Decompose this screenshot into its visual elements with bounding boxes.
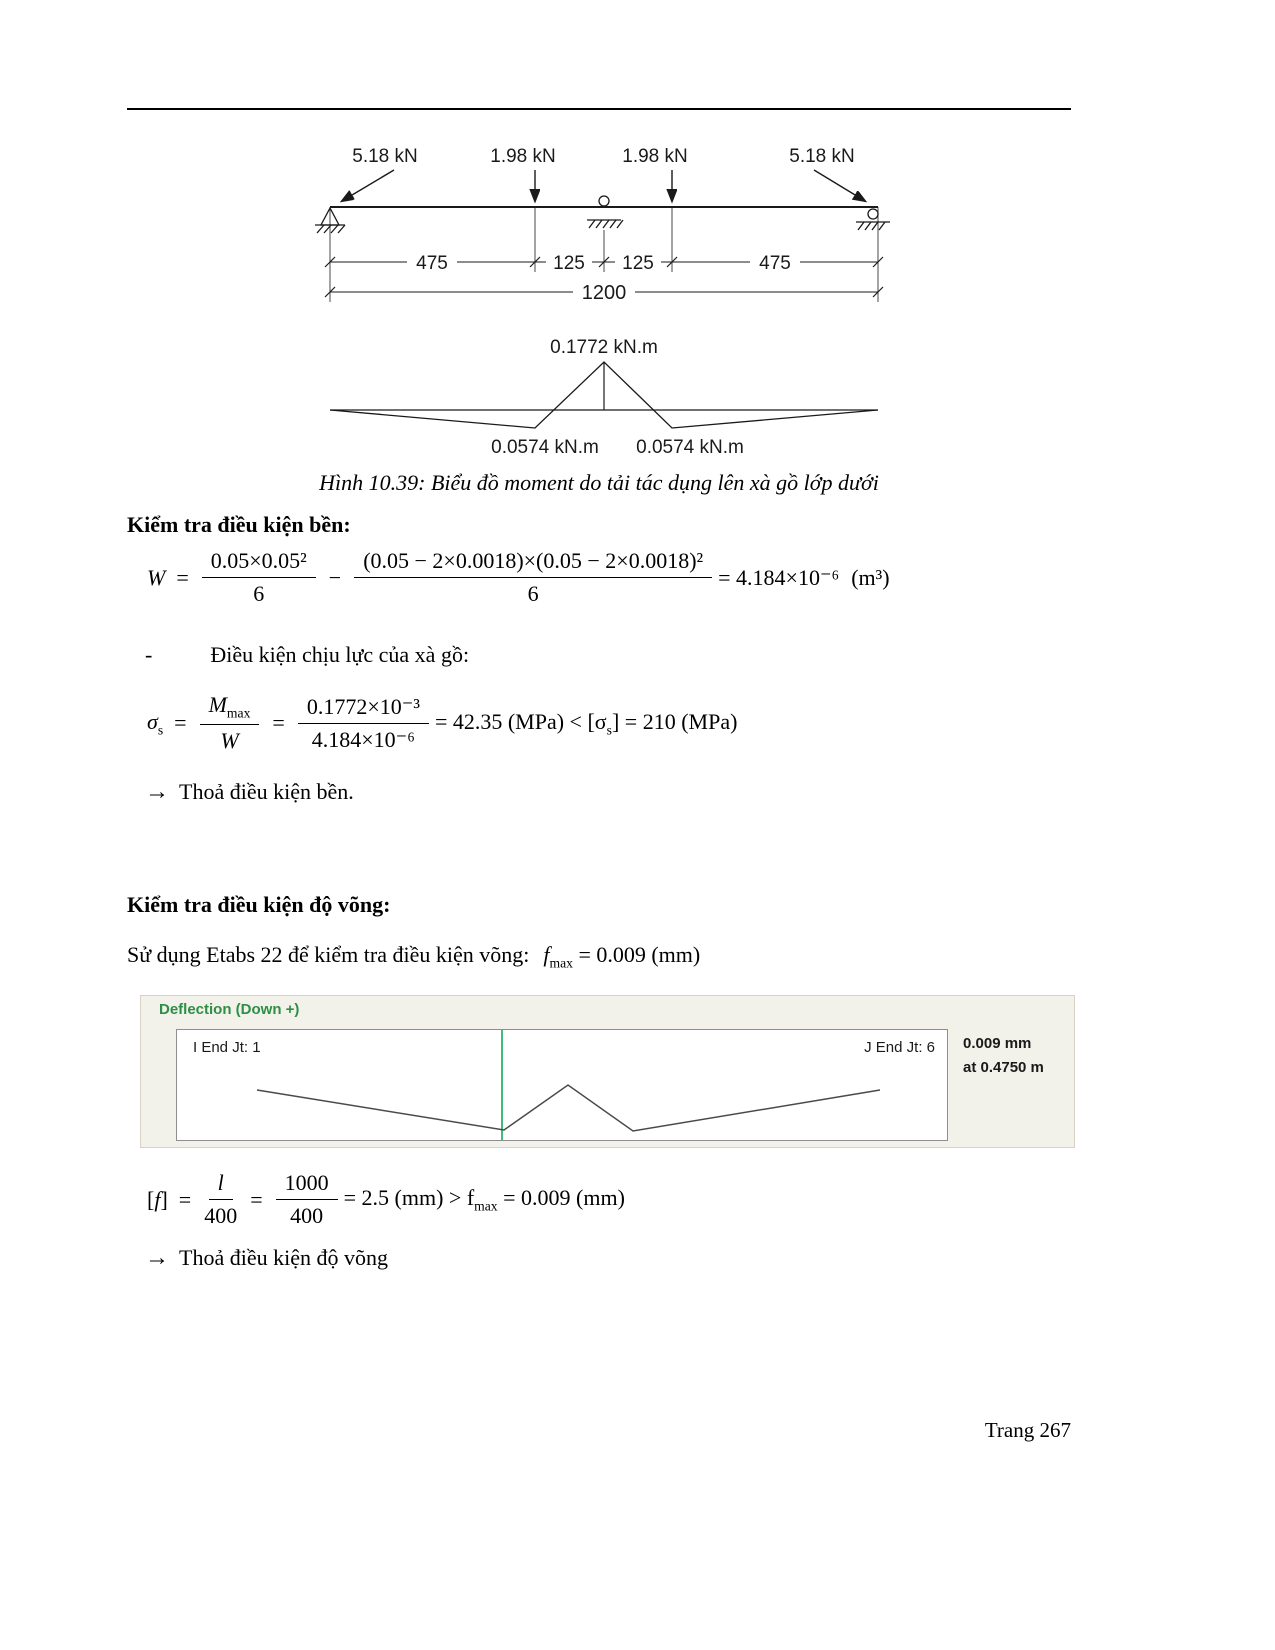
arrow-icon: →	[145, 779, 169, 805]
load-labels	[352, 146, 854, 167]
fraction-1	[202, 548, 316, 607]
strength-heading: Kiểm tra điều kiện bền:	[127, 512, 351, 537]
equals-sign: =	[250, 1186, 263, 1212]
right-roller-support-icon	[856, 209, 890, 230]
w-symbol: W	[147, 564, 166, 590]
header-rule	[127, 108, 1071, 110]
fraction-denominator: 6	[253, 581, 265, 606]
conclusion-text: Thoả điều kiện độ võng	[179, 1245, 388, 1270]
fmax-inline-formula: $f_{max} = 0.009$ (mm)	[543, 942, 701, 971]
bullet-dash: -	[145, 642, 153, 667]
section-modulus-formula	[145, 548, 890, 607]
arrow-icon: →	[145, 1245, 169, 1271]
minus-sign: −	[328, 564, 342, 590]
load-label-3: 1.98 kN	[622, 146, 688, 167]
moment-valley-label-left: 0.0574 kN.m	[491, 437, 599, 458]
moment-diagram	[295, 333, 935, 463]
sigma-result: = 42.35 $(MPa) < [\sigma_s] = 210$ (MPa)	[434, 708, 738, 737]
etabs-group-title: Deflection (Down +)	[159, 1001, 300, 1018]
deflection-heading: Kiểm tra điều kiện độ võng:	[127, 892, 391, 917]
dim-label-125-right: 125	[622, 253, 654, 274]
page-number: Trang 267	[984, 1418, 1071, 1442]
fraction-1	[204, 1170, 237, 1229]
dim-label-475-left: 475	[416, 253, 448, 274]
strength-conclusion	[145, 779, 354, 806]
dimension-line-total	[325, 281, 883, 304]
load-label-2: 1.98 kN	[490, 146, 556, 167]
fraction-numerator: 0.1772×10⁻³	[298, 694, 429, 724]
fraction-denominator: W	[220, 728, 239, 754]
etabs-max-deflection-readout	[963, 1032, 1044, 1080]
dim-label-125-left: 125	[553, 253, 585, 274]
deflection-intro	[127, 942, 700, 971]
fraction-1	[200, 692, 260, 754]
fraction-numerator: 0.05×0.05²	[202, 548, 316, 578]
deflection-value: 0.009 mm	[963, 1035, 1032, 1052]
etabs-deflection-panel	[140, 995, 1075, 1148]
fraction-denominator: 6	[527, 581, 539, 606]
w-unit: (m³)	[851, 564, 890, 590]
fraction-numerator: 1000	[276, 1170, 338, 1200]
stress-check-formula	[145, 692, 739, 754]
dim-label-total: 1200	[581, 282, 627, 304]
equals-sign: =	[176, 564, 189, 590]
i-end-joint-label: I End Jt: 1	[193, 1039, 261, 1056]
j-end-joint-label: J End Jt: 6	[864, 1039, 935, 1056]
middle-roller-support-icon	[587, 196, 623, 228]
intro-text: Sử dụng Etabs 22 để kiểm tra điều kiện võng:	[127, 942, 530, 967]
load-label-1: 5.18 kN	[352, 146, 418, 167]
figure-caption: Hình 10.39: Biểu đồ moment do tải tác dụng lên xà gồ lớp dưới	[319, 470, 879, 495]
dim-label-475-right: 475	[759, 253, 791, 274]
equals-sign: =	[178, 1186, 192, 1212]
fraction-numerator: $M_{max}$	[200, 692, 260, 725]
beam-load-diagram	[295, 130, 935, 330]
fraction-2	[298, 694, 429, 753]
conclusion-text: Thoả điều kiện bền.	[179, 779, 354, 804]
deflection-curve-graphic	[177, 1030, 947, 1140]
moment-peak-label: 0.1772 kN.m	[550, 337, 658, 358]
deflection-location: at 0.4750 m	[963, 1059, 1044, 1076]
sigma-symbol: $\sigma_s$	[147, 708, 164, 737]
deflection-limit-formula	[145, 1170, 627, 1229]
etabs-deflection-plot	[176, 1029, 948, 1141]
condition-bullet	[145, 642, 469, 668]
w-result: = 4.184×10⁻⁶	[718, 564, 840, 590]
fraction-numerator: l	[209, 1170, 233, 1200]
fraction-denominator: 400	[290, 1203, 324, 1228]
fraction-denominator: 4.184×10⁻⁶	[311, 726, 415, 752]
load-label-4: 5.18 kN	[789, 146, 855, 167]
equals-sign: =	[272, 710, 285, 736]
fraction-2	[354, 548, 712, 607]
fraction-numerator: (0.05 − 2×0.0018)×(0.05 − 2×0.0018)²	[354, 548, 712, 578]
fraction-2	[276, 1170, 338, 1229]
fraction-denominator: 400	[204, 1203, 238, 1228]
moment-valley-label-right: 0.0574 kN.m	[636, 437, 744, 458]
f-allowable-symbol: [f]	[147, 1186, 168, 1212]
deflection-curve	[257, 1085, 880, 1131]
deflection-conclusion	[145, 1245, 388, 1272]
bullet-text: Điều kiện chịu lực của xà gồ:	[210, 642, 470, 667]
f-result: = 2.5 $(mm) > f_{max} = 0.009$ (mm)	[343, 1184, 625, 1214]
equals-sign: =	[174, 710, 187, 736]
